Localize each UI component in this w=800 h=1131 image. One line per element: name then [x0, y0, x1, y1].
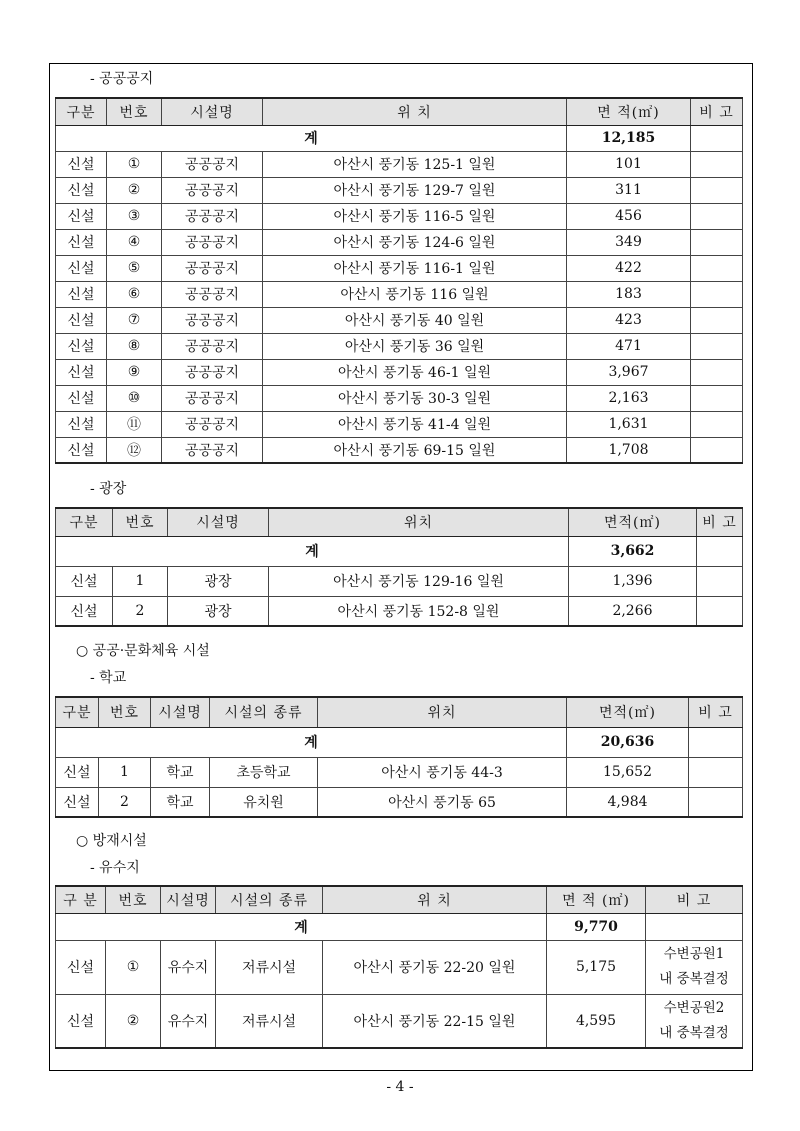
table-cell: 신설	[56, 281, 107, 307]
total-label: 계	[56, 125, 567, 151]
table-cell	[691, 333, 743, 359]
table-cell: 아산시 풍기동 69-15 일원	[263, 437, 567, 463]
table-cell: 15,652	[567, 757, 689, 787]
total-label: 계	[56, 913, 547, 940]
table-cell	[691, 151, 743, 177]
table-cell: ⑫	[107, 437, 162, 463]
table-row	[56, 151, 743, 177]
table-row	[56, 437, 743, 463]
header-cell: 구분	[56, 98, 107, 125]
table-cell: ②	[106, 994, 161, 1048]
table-cell	[691, 411, 743, 437]
table-cell	[691, 385, 743, 411]
header-cell: 번호	[107, 98, 162, 125]
header-cell: 번호	[113, 508, 168, 536]
table-header-row	[56, 508, 743, 536]
table-cell: 저류시설	[216, 940, 323, 994]
plaza-rows	[56, 566, 743, 626]
table-cell	[691, 203, 743, 229]
table-row	[56, 359, 743, 385]
table-cell: 저류시설	[216, 994, 323, 1048]
table-row	[56, 333, 743, 359]
header-cell: 비 고	[691, 98, 743, 125]
header-cell: 구 분	[56, 886, 106, 913]
note-line: 수변공원1	[663, 946, 725, 962]
table-cell: 공공공지	[162, 359, 263, 385]
table-row	[56, 203, 743, 229]
school-rows	[56, 757, 743, 817]
table-cell: 공공공지	[162, 411, 263, 437]
header-cell: 시설명	[161, 886, 216, 913]
table-row	[56, 994, 743, 1048]
total-label: 계	[56, 727, 567, 757]
table-cell: 4,984	[567, 787, 689, 817]
table-cell: 신설	[56, 229, 107, 255]
total-row	[56, 727, 743, 757]
table-row	[56, 177, 743, 203]
header-cell: 시설명	[151, 697, 210, 727]
header-cell: 위 치	[263, 98, 567, 125]
table-cell: 아산시 풍기동 124-6 일원	[263, 229, 567, 255]
total-row	[56, 536, 743, 566]
total-area: 12,185	[567, 125, 691, 151]
table-cell: 471	[567, 333, 691, 359]
note-cell	[689, 727, 743, 757]
table-cell: 1,631	[567, 411, 691, 437]
table-cell: 신설	[56, 940, 106, 994]
table-cell: 2,163	[567, 385, 691, 411]
table-cell: ⑧	[107, 333, 162, 359]
table-cell: 아산시 풍기동 40 일원	[263, 307, 567, 333]
total-area: 9,770	[547, 913, 646, 940]
table-cell: 아산시 풍기동 22-15 일원	[323, 994, 547, 1048]
table-cell: 신설	[56, 177, 107, 203]
table-cell	[646, 994, 743, 1048]
header-cell: 시설의 종류	[216, 886, 323, 913]
header-cell: 위치	[269, 508, 569, 536]
table-cell: 신설	[56, 411, 107, 437]
total-area: 3,662	[569, 536, 697, 566]
table-cell: 아산시 풍기동 22-20 일원	[323, 940, 547, 994]
culture-heading: ○ 공공·문화체육 시설	[76, 643, 210, 659]
plaza-heading: - 광장	[90, 481, 127, 497]
table-cell: 광장	[168, 566, 269, 596]
table-cell: ①	[106, 940, 161, 994]
table-cell: 신설	[56, 994, 106, 1048]
note-cell	[691, 125, 743, 151]
table-cell: ①	[107, 151, 162, 177]
table-cell: ⑪	[107, 411, 162, 437]
table-cell: 공공공지	[162, 203, 263, 229]
table-header-row	[56, 697, 743, 727]
table-cell: 3,967	[567, 359, 691, 385]
note-line: 내 중복결정	[659, 971, 729, 987]
table-cell: 101	[567, 151, 691, 177]
note-cell	[646, 913, 743, 940]
table-cell	[691, 229, 743, 255]
table-cell: ④	[107, 229, 162, 255]
table-cell: 공공공지	[162, 437, 263, 463]
table-cell: 유수지	[161, 940, 216, 994]
table-cell: 신설	[56, 359, 107, 385]
note-cell	[697, 536, 743, 566]
table-cell: 아산시 풍기동 65	[318, 787, 567, 817]
table-cell: 아산시 풍기동 44-3	[318, 757, 567, 787]
table-cell: 공공공지	[162, 255, 263, 281]
header-cell: 위 치	[323, 886, 547, 913]
table-cell: 학교	[151, 787, 210, 817]
disaster-heading: ○ 방재시설	[76, 833, 147, 849]
table-cell: 신설	[56, 787, 99, 817]
header-cell: 면 적(㎡)	[567, 98, 691, 125]
table-cell	[691, 281, 743, 307]
total-area: 20,636	[567, 727, 689, 757]
table-cell: 광장	[168, 596, 269, 626]
table-cell: 아산시 풍기동 125-1 일원	[263, 151, 567, 177]
table-cell: 신설	[56, 385, 107, 411]
table-cell: 신설	[56, 255, 107, 281]
table-cell: ⑤	[107, 255, 162, 281]
header-cell: 번호	[99, 697, 151, 727]
table-cell: ⑦	[107, 307, 162, 333]
table-cell: 311	[567, 177, 691, 203]
table-cell: ⑨	[107, 359, 162, 385]
table-cell: 학교	[151, 757, 210, 787]
header-cell: 비 고	[689, 697, 743, 727]
reservoir-heading: - 유수지	[90, 860, 140, 876]
header-cell: 면적(㎡)	[567, 697, 689, 727]
table-row	[56, 757, 743, 787]
table-cell: 422	[567, 255, 691, 281]
table-row	[56, 787, 743, 817]
table-cell: 아산시 풍기동 116 일원	[263, 281, 567, 307]
table-cell: 아산시 풍기동 116-5 일원	[263, 203, 567, 229]
header-cell: 시설의 종류	[210, 697, 318, 727]
table-cell: 신설	[56, 757, 99, 787]
table-cell: 신설	[56, 333, 107, 359]
table-cell: 초등학교	[210, 757, 318, 787]
table-row	[56, 940, 743, 994]
table-row	[56, 255, 743, 281]
plaza-table	[55, 507, 743, 627]
table-cell: 456	[567, 203, 691, 229]
table-cell: 아산시 풍기동 36 일원	[263, 333, 567, 359]
table-cell: 1,708	[567, 437, 691, 463]
table-row	[56, 307, 743, 333]
table-cell	[697, 566, 743, 596]
table-cell: ③	[107, 203, 162, 229]
table-cell: 2	[99, 787, 151, 817]
table-header-row	[56, 886, 743, 913]
total-row	[56, 125, 743, 151]
table-cell: 아산시 풍기동 46-1 일원	[263, 359, 567, 385]
table-cell: ⑥	[107, 281, 162, 307]
page-number: - 4 -	[386, 1079, 414, 1095]
header-cell: 번호	[106, 886, 161, 913]
table-row	[56, 596, 743, 626]
note-line: 내 중복결정	[659, 1024, 729, 1041]
table-cell	[691, 177, 743, 203]
header-cell: 구분	[56, 697, 99, 727]
table-row	[56, 229, 743, 255]
table-cell: 1,396	[569, 566, 697, 596]
table-cell: 신설	[56, 203, 107, 229]
table-row	[56, 566, 743, 596]
table-cell: 공공공지	[162, 307, 263, 333]
table-cell: 아산시 풍기동 41-4 일원	[263, 411, 567, 437]
header-cell: 면적(㎡)	[569, 508, 697, 536]
table-cell: 1	[113, 566, 168, 596]
public-space-rows	[56, 151, 743, 463]
total-row	[56, 913, 743, 940]
table-cell: 아산시 풍기동 129-16 일원	[269, 566, 569, 596]
header-cell: 비 고	[646, 886, 743, 913]
reservoir-table	[55, 885, 743, 1049]
table-cell: 신설	[56, 307, 107, 333]
public-space-table	[55, 97, 743, 464]
table-cell: 유수지	[161, 994, 216, 1048]
public-space-heading: - 공공공지	[90, 71, 154, 87]
header-cell: 비 고	[697, 508, 743, 536]
header-cell: 위치	[318, 697, 567, 727]
table-header-row	[56, 98, 743, 125]
table-cell: 공공공지	[162, 151, 263, 177]
table-cell: 신설	[56, 437, 107, 463]
table-cell	[646, 940, 743, 994]
table-cell: ②	[107, 177, 162, 203]
header-cell: 면 적 (㎡)	[547, 886, 646, 913]
table-cell	[691, 437, 743, 463]
table-cell: 공공공지	[162, 281, 263, 307]
school-heading: - 학교	[90, 670, 127, 686]
table-cell: 349	[567, 229, 691, 255]
table-row	[56, 281, 743, 307]
table-cell: 423	[567, 307, 691, 333]
school-table	[55, 696, 743, 818]
header-cell: 구분	[56, 508, 113, 536]
table-cell: 공공공지	[162, 229, 263, 255]
total-label: 계	[56, 536, 569, 566]
table-cell: 아산시 풍기동 116-1 일원	[263, 255, 567, 281]
table-cell	[689, 757, 743, 787]
table-cell: 2	[113, 596, 168, 626]
table-cell	[689, 787, 743, 817]
table-cell	[691, 307, 743, 333]
table-cell: 공공공지	[162, 385, 263, 411]
table-cell: 신설	[56, 566, 113, 596]
note-line: 수변공원2	[663, 999, 725, 1016]
table-row	[56, 385, 743, 411]
table-cell	[691, 359, 743, 385]
table-cell: 아산시 풍기동 152-8 일원	[269, 596, 569, 626]
table-row	[56, 411, 743, 437]
header-cell: 시설명	[162, 98, 263, 125]
table-cell: ⑩	[107, 385, 162, 411]
table-cell: 신설	[56, 151, 107, 177]
table-cell	[691, 255, 743, 281]
table-cell: 공공공지	[162, 177, 263, 203]
table-cell: 4,595	[547, 994, 646, 1048]
table-cell: 아산시 풍기동 129-7 일원	[263, 177, 567, 203]
table-cell: 1	[99, 757, 151, 787]
table-cell: 2,266	[569, 596, 697, 626]
header-cell: 시설명	[168, 508, 269, 536]
table-cell	[697, 596, 743, 626]
table-cell: 신설	[56, 596, 113, 626]
table-cell: 183	[567, 281, 691, 307]
table-cell: 아산시 풍기동 30-3 일원	[263, 385, 567, 411]
table-cell: 5,175	[547, 940, 646, 994]
reservoir-rows	[56, 940, 743, 1048]
table-cell: 공공공지	[162, 333, 263, 359]
table-cell: 유치원	[210, 787, 318, 817]
